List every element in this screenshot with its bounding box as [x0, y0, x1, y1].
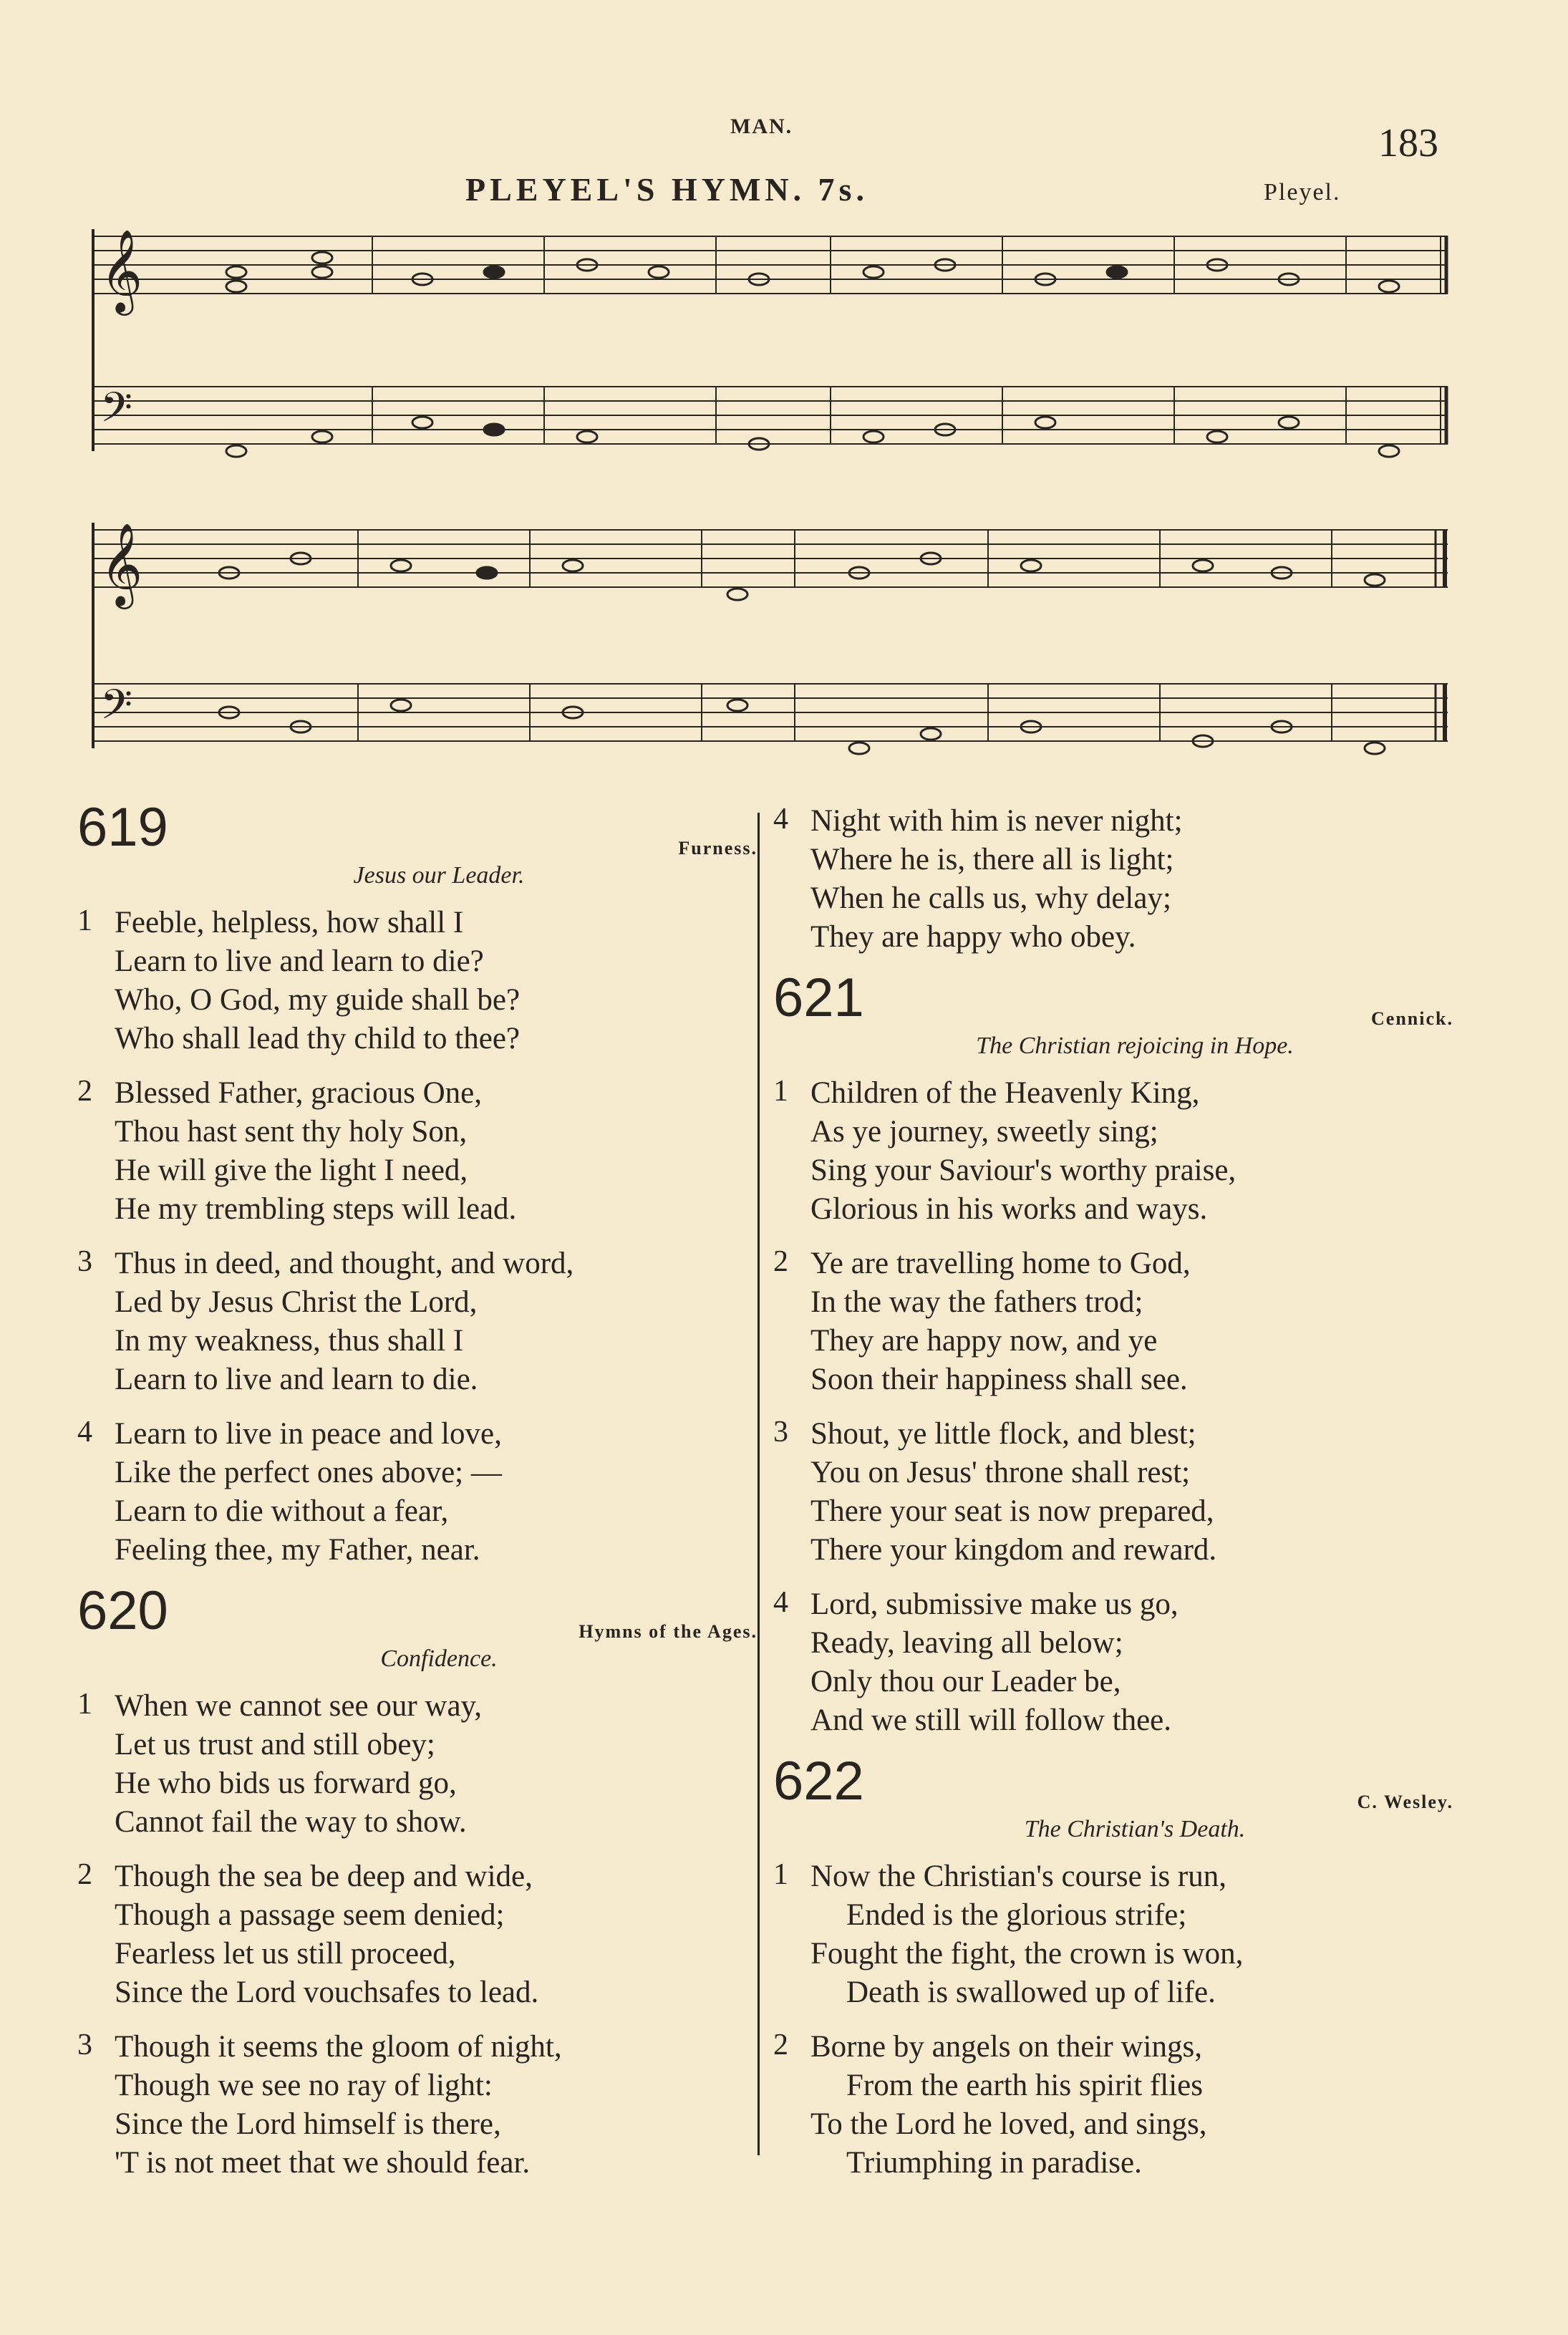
verse-line: Death is swallowed up of life.: [846, 1976, 1216, 2009]
system-2: [93, 523, 1448, 748]
stanza: [773, 1585, 1453, 1740]
verse-line: Let us trust and still obey;: [115, 1728, 435, 1761]
system-1: [93, 229, 1448, 451]
hymn-621: [773, 967, 1453, 1740]
verse-line: Ready, leaving all below;: [810, 1626, 1123, 1660]
bass-clef-icon: 𝄢: [100, 680, 133, 739]
stanza-number: 1: [77, 1688, 92, 1721]
barlines-2: [358, 530, 1445, 741]
hymn-subtitle: Confidence.: [380, 1645, 498, 1672]
verse-line: They are happy now, and ye: [810, 1324, 1158, 1358]
tune-title: PLEYEL'S HYMN. 7s.: [465, 171, 868, 208]
verse-line: You on Jesus' throne shall rest;: [810, 1456, 1191, 1489]
verse-line: Triumphing in paradise.: [846, 2146, 1142, 2180]
verse-line: Though it seems the gloom of night,: [115, 2030, 562, 2064]
tune-composer: Pleyel.: [1264, 179, 1341, 206]
verse-line: Fearless let us still proceed,: [115, 1937, 456, 1971]
stanza-number: 1: [773, 1858, 788, 1891]
left-column: [77, 797, 758, 2198]
verse-line: As ye journey, sweetly sing;: [810, 1115, 1158, 1149]
treble-staff-1: [93, 236, 1448, 294]
stanza-number: 2: [773, 2029, 788, 2061]
hymn-619: [77, 797, 758, 1570]
stanza: [773, 1415, 1453, 1570]
stanza: [77, 1244, 758, 1399]
verse-line: Feeble, helpless, how shall I: [115, 906, 464, 939]
stanza: [77, 1687, 758, 1842]
barlines-1: [372, 236, 1446, 444]
verse-line: 'T is not meet that we should fear.: [115, 2146, 531, 2180]
verse-line: He my trembling steps will lead.: [115, 1192, 517, 1226]
verse-line: Fought the fight, the crown is won,: [810, 1937, 1244, 1971]
verse-line: Thou hast sent thy holy Son,: [115, 1115, 468, 1149]
hymn-author: Furness.: [678, 838, 758, 859]
stanza: [77, 1074, 758, 1229]
stanza: [773, 1857, 1453, 2012]
music-score: [0, 0, 1568, 788]
column-divider: [758, 813, 760, 2155]
verse-line: Lord, submissive make us go,: [810, 1587, 1179, 1621]
stanza-number: 2: [77, 1858, 92, 1891]
stanza-number: 3: [773, 1416, 788, 1449]
stanza: [77, 2028, 758, 2182]
treble-clef-icon: 𝄞: [100, 522, 143, 606]
stanza-number: 2: [77, 1075, 92, 1108]
verse-line: In the way the fathers trod;: [810, 1285, 1143, 1319]
verse-line: To the Lord he loved, and sings,: [810, 2107, 1207, 2141]
stanza-number: 3: [77, 1245, 92, 1278]
hymn-subtitle: The Christian's Death.: [1024, 1816, 1246, 1842]
verse-line: Led by Jesus Christ the Lord,: [115, 1285, 478, 1319]
stanza: [77, 904, 758, 1058]
verse-line: There your kingdom and reward.: [810, 1533, 1217, 1567]
verse-line: Feeling thee, my Father, near.: [115, 1533, 480, 1567]
verse-line: Learn to die without a fear,: [115, 1494, 449, 1528]
running-header: MAN.: [730, 115, 793, 138]
verse-line: Borne by angels on their wings,: [810, 2030, 1202, 2064]
verse-line: Though a passage seem denied;: [115, 1898, 505, 1932]
stanza-number: 4: [773, 803, 788, 836]
treble-staff-2: [93, 530, 1448, 587]
verse-line: Shout, ye little flock, and blest;: [810, 1417, 1196, 1451]
verse-line: Though we see no ray of light:: [115, 2069, 493, 2102]
hymn-number: 622: [773, 1751, 864, 1812]
stanza-number: 1: [773, 1075, 788, 1108]
verse-line: They are happy who obey.: [810, 920, 1136, 954]
verse-line: He will give the light I need,: [115, 1154, 468, 1187]
hymn-author: Cennick.: [1371, 1008, 1453, 1029]
verse-line: And we still will follow thee.: [810, 1703, 1171, 1737]
verse-line: When we cannot see our way,: [115, 1689, 482, 1723]
hymn-number: 620: [77, 1580, 168, 1641]
verse-line: He who bids us forward go,: [115, 1766, 457, 1800]
verse-line: When he calls us, why delay;: [810, 881, 1171, 915]
hymn-622: [773, 1751, 1453, 2182]
stanza: [773, 2028, 1453, 2182]
verse-line: Glorious in his works and ways.: [810, 1192, 1208, 1226]
clefs: [100, 228, 142, 739]
verse-line: Cannot fail the way to show.: [115, 1805, 467, 1839]
notes: [219, 252, 1399, 754]
stanza-number: 2: [773, 1245, 788, 1278]
verse-line: Like the perfect ones above; —: [115, 1456, 502, 1489]
verse-line: Learn to live and learn to die.: [115, 1363, 478, 1396]
page-number: 183: [1378, 121, 1438, 165]
treble-clef-icon: 𝄞: [100, 228, 143, 312]
bass-staff-1: [93, 387, 1448, 444]
verse-line: Since the Lord vouchsafes to lead.: [115, 1976, 539, 2009]
verse-line: Learn to live in peace and love,: [115, 1417, 502, 1451]
verse-line: Now the Christian's course is run,: [810, 1860, 1227, 1893]
verse-line: Sing your Saviour's worthy praise,: [810, 1154, 1237, 1187]
right-column: [773, 802, 1453, 2198]
hymn-subtitle: Jesus our Leader.: [353, 862, 525, 889]
verse-line: There your seat is now prepared,: [810, 1494, 1214, 1528]
verse-line: Blessed Father, gracious One,: [115, 1076, 482, 1110]
verse-line: From the earth his spirit flies: [846, 2069, 1204, 2102]
hymn-620: [77, 1580, 758, 2182]
verse-line: In my weakness, thus shall I: [115, 1324, 464, 1358]
stanza: [773, 1244, 1453, 1399]
verse-line: Thus in deed, and thought, and word,: [115, 1247, 574, 1280]
hymn-author: Hymns of the Ages.: [579, 1621, 758, 1642]
verse-line: Who shall lead thy child to thee?: [115, 1022, 520, 1055]
stanza: [77, 1415, 758, 1570]
stanza-number: 4: [773, 1586, 788, 1619]
verse-line: Ended is the glorious strife;: [846, 1898, 1187, 1932]
stanza: [77, 1857, 758, 2012]
verse-line: Ye are travelling home to God,: [810, 1247, 1191, 1280]
hymn-number: 621: [773, 967, 864, 1028]
hymn-subtitle: The Christian rejoicing in Hope.: [976, 1033, 1294, 1059]
verse-line: Since the Lord himself is there,: [115, 2107, 501, 2141]
hymn-author: C. Wesley.: [1357, 1792, 1453, 1812]
verse-line: Though the sea be deep and wide,: [115, 1860, 533, 1893]
bass-clef-icon: 𝄢: [100, 383, 133, 442]
verse-line: Children of the Heavenly King,: [810, 1076, 1200, 1110]
verse-line: Where he is, there all is light;: [810, 843, 1174, 876]
verse-line: Soon their happiness shall see.: [810, 1363, 1188, 1396]
verse-line: Who, O God, my guide shall be?: [115, 983, 521, 1017]
stanza-continued: [773, 802, 1453, 957]
stanza: [773, 1074, 1453, 1229]
verse-line: Night with him is never night;: [810, 804, 1183, 838]
verse-line: Only thou our Leader be,: [810, 1665, 1121, 1698]
stanza-number: 1: [77, 904, 92, 937]
stanza-number: 3: [77, 2029, 92, 2061]
hymn-number: 619: [77, 797, 168, 858]
verse-line: Learn to live and learn to die?: [115, 944, 484, 978]
stanza-number: 4: [77, 1416, 92, 1449]
